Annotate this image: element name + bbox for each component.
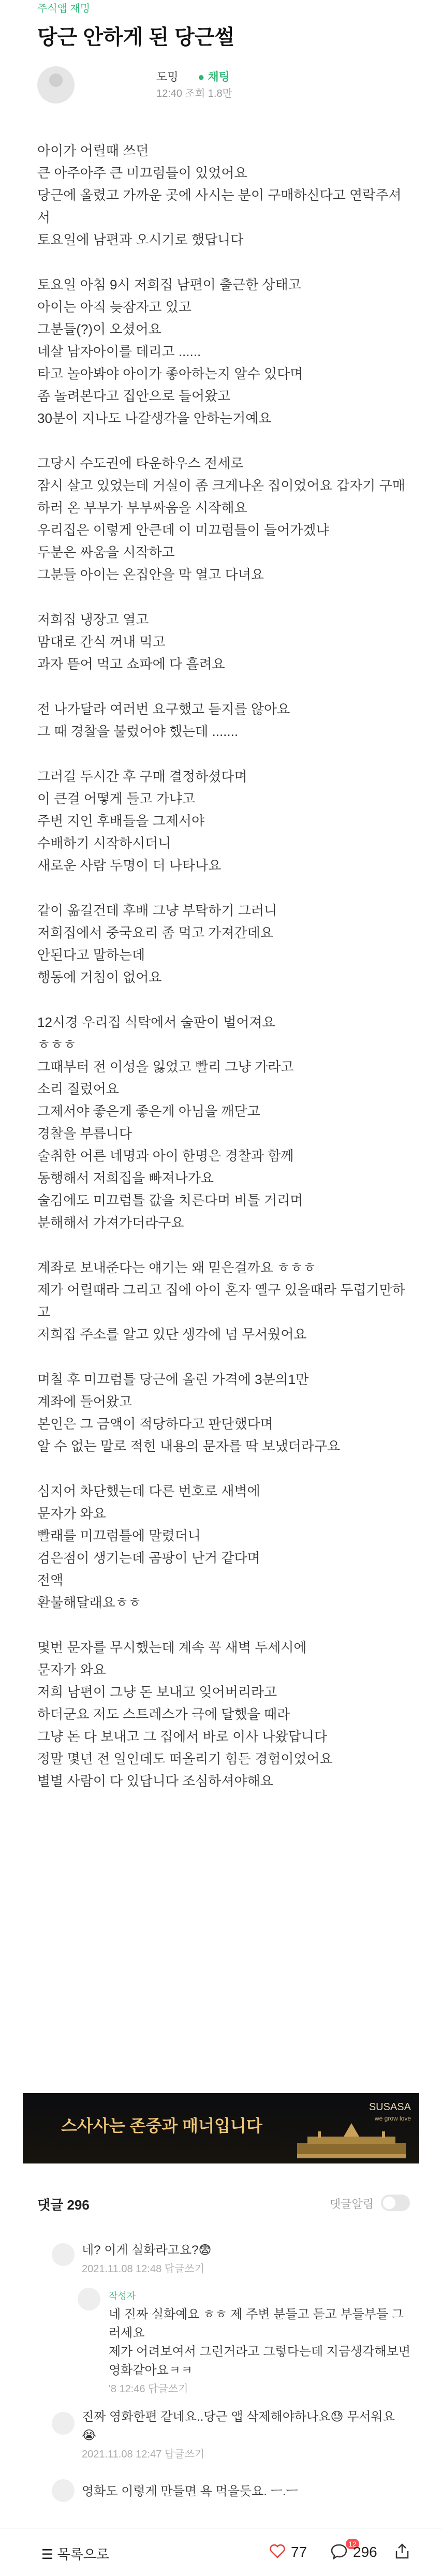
paragraph: 계좌로 보내준다는 얘기는 왜 믿은걸까요 ㅎㅎㅎ 제가 어릴때라 그리고 집에 아이 혼자 옐구 있을때라 두렵기만하고 저희집 주소를 알고 있단 생각에 넘 무서웠어요 [37, 1260, 405, 1342]
paragraph: 아이가 어릴때 쓰던 큰 아주아주 큰 미끄럼틀이 있었어요 당근에 올렸고 가까운 곳에 사시는 분이 구매하신다고 연락주셔서 토요일에 남편과 오시기로 했답니다 [37, 143, 402, 247]
comment-avatar[interactable] [52, 2243, 75, 2266]
author-tag: 작성자 [109, 2291, 136, 2301]
comment-avatar[interactable] [78, 2288, 100, 2310]
article-body [37, 140, 410, 1815]
author-name[interactable]: 도밍 [156, 70, 179, 83]
comment-avatar[interactable] [52, 2412, 75, 2435]
heart-icon[interactable] [269, 2543, 286, 2559]
comment-avatar[interactable] [52, 2479, 75, 2502]
comment-text: 진짜 영화한편 같네요..당근 앱 삭제해야하나요😓 무서워요😭 [82, 2410, 395, 2442]
post-title: 당근 안하게 된 당근썰 [37, 26, 235, 49]
author-row [37, 66, 410, 102]
comment [82, 2482, 403, 2501]
ad-banner[interactable] [23, 2093, 419, 2163]
paragraph: 며칠 후 미끄럼틀 당근에 올린 가격에 3분의1만 계좌에 들어왔고 본인은 그 금액이 적당하다고 판단했다며 알 수 없는 말로 적힌 내용의 문자를 딱 보냈더라구요 [37, 1372, 341, 1454]
comment-text: 네 진짜 실화예요 ㅎㅎ 제 주변 분들고 듣고 부들부들 그러세요 제가 어려보여서 그런거라고 그렇다는데 지금생각해보면 영화같아요ㅋㅋ [109, 2307, 411, 2377]
banner-logo: SUSASA [369, 2101, 411, 2113]
paragraph: 토요일 아침 9시 저희집 남편이 출근한 상태고 아이는 아직 늦잠자고 있고 그분들(?)이 오셨어요 네살 남자아이를 데리고 ...... 타고 놀아봐야 아이가 좋아하는지 알수 있다며 좀 놀려본다고 집안으로 들어왔고 30분이 지나도 나갈생각을 안하는거예요 [37, 277, 303, 426]
board-tag[interactable]: 주식앱 재밍 [37, 3, 91, 14]
paragraph: 몇번 문자를 무시했는데 계속 꼭 새벽 두세시에 문자가 와요 저희 남편이 그냥 돈 보내고 잊어버리라고 하더군요 저도 스트레스가 극에 달했을 때라 그냥 돈 다 보내고 그 집에서 바로 이사 나왔답니다 정말 몇년 전 일인데도 떠올리기 힘든 경험이었어요 별별 사람이 다 있답니다 조심하셔야해요 [37, 1640, 333, 1789]
comment-count-bottom: 296 [353, 2544, 377, 2560]
chat-badge-label: 채팅 [208, 70, 230, 83]
banner-text: 스사사는 존중과 매너입니다 [61, 2116, 262, 2135]
chat-icon: ● [198, 70, 205, 83]
comment-text: 영화도 이렇게 만들면 욕 먹을듯요. ㅡ.ㅡ [82, 2484, 298, 2498]
paragraph: 그당시 수도권에 타운하우스 전세로 잠시 살고 있었는데 거실이 좀 크게나온 집이었어요 갑자기 구매하러 온 부부가 부부싸움을 시작해요 우리집은 이렇게 안큰데 이 미끄럼틀이 들어가겠냐 두분은 싸움을 시작하고 그분들 아이는 온집안을 막 열고 다녀요 [37, 455, 405, 582]
banner-subtitle: we grow love [374, 2115, 411, 2122]
paragraph: 전 나가달라 여러번 요구했고 듣지를 않아요 그 때 경찰을 불렀어야 했는데 ....... [37, 701, 290, 739]
paragraph: 저희집 냉장고 열고 맘대로 간식 꺼내 먹고 과자 뜯어 먹고 쇼파에 다 흘려요 [37, 612, 225, 672]
comment-meta[interactable]: '8 12:46 답글쓰기 [109, 2383, 188, 2395]
palace-illustration [297, 2122, 406, 2158]
chat-badge[interactable] [198, 68, 230, 84]
comments-header [37, 2195, 410, 2215]
avatar[interactable] [37, 66, 75, 104]
share-icon[interactable] [394, 2543, 410, 2559]
paragraph: 그러길 두시간 후 구매 결정하셨다며 이 큰걸 어떻게 들고 가냐고 주변 지인 후배들을 그제서야 수배하기 시작하시더니 새로운 사람 두명이 더 나타나요 [37, 769, 247, 873]
comment-text: 네? 이게 실화라고요?😨 [82, 2243, 212, 2257]
paragraph: 같이 옮길건데 후배 그냥 부탁하기 그러니 저희집에서 중국요리 좀 먹고 가져간데요 안된다고 말하는데 행동에 거침이 없어요 [37, 903, 277, 985]
comment-count[interactable]: 댓글 296 [37, 2197, 90, 2213]
top-bar [0, 0, 442, 16]
comment-alert-toggle[interactable] [381, 2195, 410, 2211]
comment-meta[interactable]: 2021.11.08 12:47 답글쓰기 [82, 2449, 205, 2460]
paragraph: 심지어 차단했는데 다른 번호로 새벽에 문자가 와요 빨래를 미끄럼틀에 말렸더니 검은점이 생기는데 곰팡이 난거 같다며 전액 환불해달래요ㅎㅎ [37, 1483, 260, 1610]
like-count: 77 [291, 2544, 307, 2560]
comment [82, 2408, 403, 2464]
notification-badge: 12 [346, 2539, 359, 2549]
comment-alert-label: 댓글알림 [329, 2198, 374, 2211]
post-meta: 12:40 조회 1.8만 [156, 88, 232, 99]
bottom-bar [0, 2528, 442, 2576]
comment-reply [109, 2287, 414, 2398]
paragraph: 12시경 우리집 식탁에서 술판이 벌어져요 ㅎㅎㅎ 그때부터 전 이성을 잃었고 빨리 그냥 가라고 소리 질렀어요 그제서야 좋은게 좋은게 아님을 깨닫고 경찰을 부릅니다 술취한 어른 네명과 아이 한명은 경찰과 함께 동행해서 저희집을 빠져나가요 술김에도 미끄럼틀 값을 치른다며 비틀 거리며 분해해서 가져가더라구요 [37, 1014, 303, 1230]
back-to-list-button[interactable] [41, 2544, 109, 2563]
comment-meta[interactable]: 2021.11.08 12:48 답글쓰기 [82, 2263, 205, 2275]
back-to-list-label: 목록으로 [57, 2546, 110, 2562]
comment [82, 2241, 403, 2278]
list-icon: ☰ [41, 2546, 57, 2562]
comment-icon[interactable] [330, 2543, 348, 2559]
